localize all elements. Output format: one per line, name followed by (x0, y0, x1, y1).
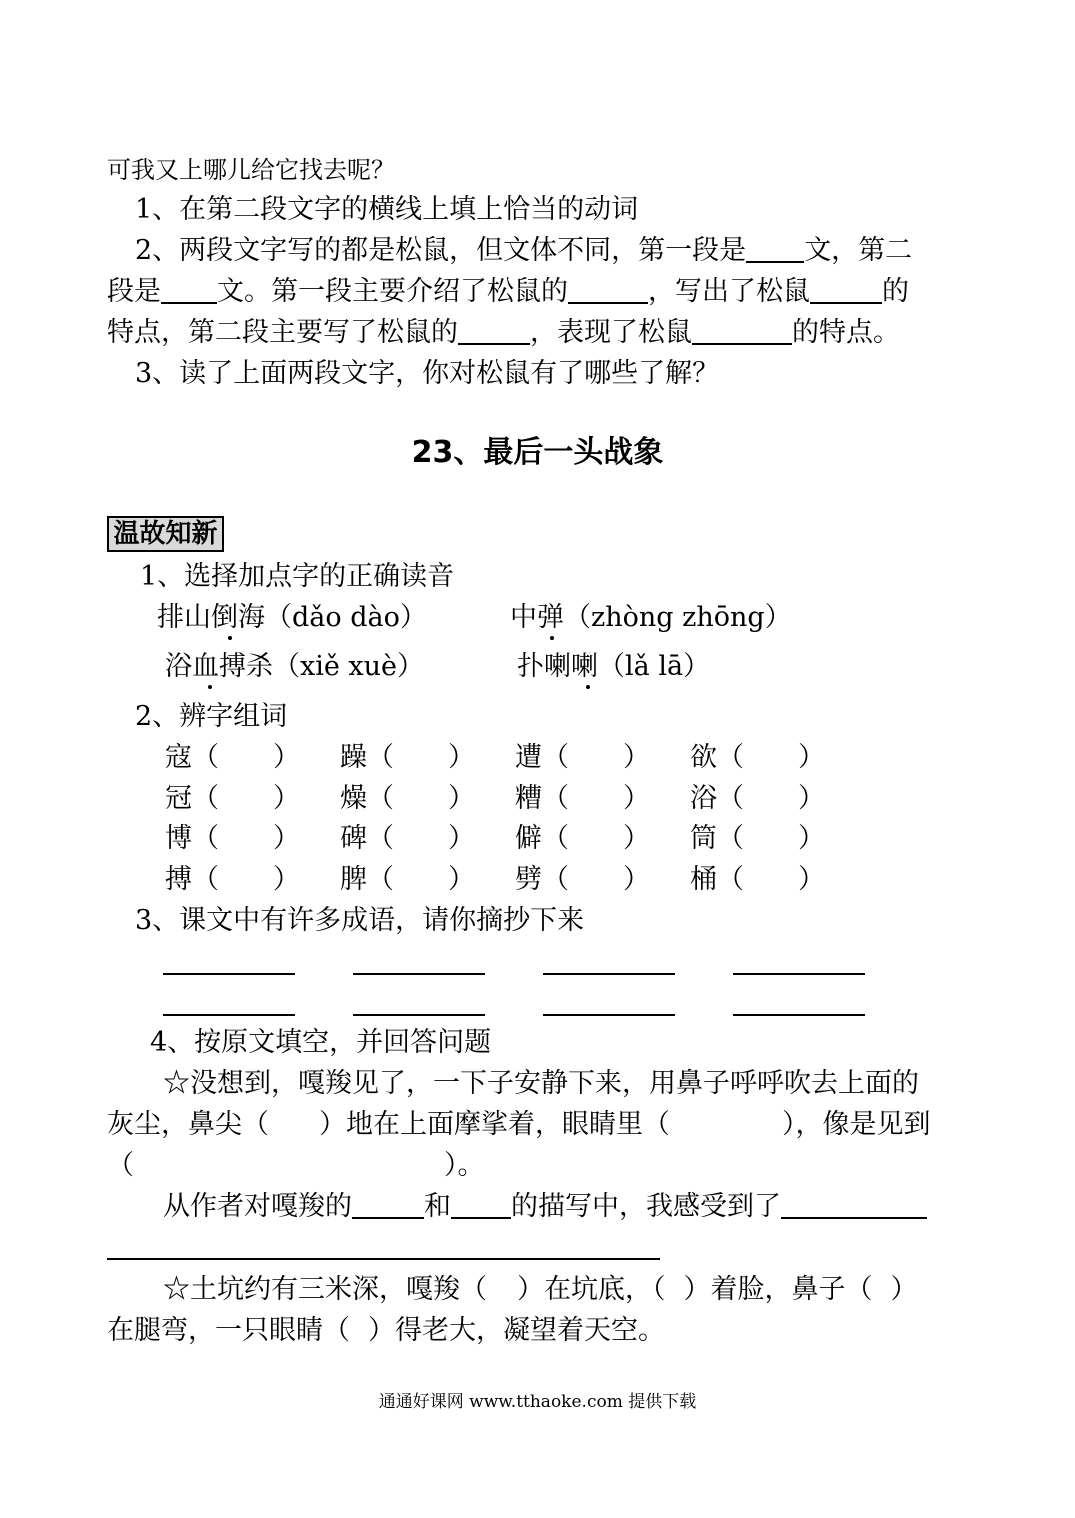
fill-segment: 和 (424, 1191, 451, 1222)
idioms-heading: 3、课文中有许多成语，请你摘抄下来 (135, 905, 585, 936)
fill-segment: 从作者对嘎羧的 (163, 1191, 352, 1222)
section-label: 温故知新 (107, 516, 224, 552)
idiom-blank[interactable] (353, 973, 485, 975)
idiom-blank[interactable] (733, 1014, 865, 1016)
answer-blank[interactable] (451, 1193, 511, 1219)
word-cell: 躁（ ） (340, 742, 475, 773)
lesson-title: 23、最后一头战象 (411, 435, 664, 470)
question-2-line1 (135, 237, 912, 264)
word-cell: 冠（ ） (165, 783, 300, 814)
footer: 通通好课网 www.tthaoke.com 提供下载 (378, 1392, 697, 1412)
answer-blank[interactable] (161, 278, 217, 304)
question-2-text: 文，第二 (804, 235, 913, 266)
word-cell: 燥（ ） (340, 783, 475, 814)
pron-item: 扑喇喇（lǎ lā） (517, 651, 711, 682)
idiom-blank[interactable] (543, 973, 675, 975)
word-cell: 糟（ ） (515, 783, 650, 814)
question-2-text: 文。第一段主要介绍了松鼠的 (217, 276, 568, 307)
question-2-text: 的特点。 (792, 317, 900, 348)
answer-blank[interactable] (352, 1193, 424, 1219)
answer-blank[interactable] (746, 237, 804, 263)
answer-blank[interactable] (692, 319, 792, 345)
question-2-text: 的 (882, 276, 909, 307)
fill-segment: ☆土坑约有三米深，嘎羧（ (163, 1274, 487, 1305)
word-cell: 脾（ ） (340, 864, 475, 895)
fill-segment: ）在坑底，（ (517, 1274, 666, 1305)
answer-line[interactable] (107, 1258, 660, 1260)
fill-segment: ）地在上面摩挲着，眼睛里（ (319, 1109, 670, 1140)
word-cell: 碑（ ） (340, 823, 475, 854)
question-2-text: 段是 (107, 276, 161, 307)
word-cell: 僻（ ） (515, 823, 650, 854)
word-cell: 搏（ ） (165, 864, 300, 895)
idiom-blank[interactable] (163, 973, 295, 975)
fill-text (107, 1317, 665, 1344)
idiom-blank[interactable] (543, 1014, 675, 1016)
fill-text (163, 1276, 918, 1303)
answer-blank[interactable] (568, 278, 648, 304)
question-2-line3 (107, 319, 900, 346)
word-cell: 博（ ） (165, 823, 300, 854)
answer-blank[interactable] (458, 319, 530, 345)
fill-heading: 4、按原文填空，并回答问题 (150, 1027, 492, 1058)
word-cell: 寇（ ） (165, 742, 300, 773)
answer-blank[interactable] (781, 1193, 927, 1219)
word-cell: 桶（ ） (690, 864, 825, 895)
idiom-blank[interactable] (353, 1014, 485, 1016)
text-line: 可我又上哪儿给它找去呢？ (107, 156, 395, 184)
fill-segment: 的描写中，我感受到了 (511, 1191, 781, 1222)
pron-item: 浴血搏杀（xiě xuè） (165, 651, 425, 682)
idiom-blank[interactable] (163, 1014, 295, 1016)
question-3: 3、读了上面两段文字，你对松鼠有了哪些了解？ (135, 358, 720, 389)
word-cell: 欲（ ） (690, 742, 825, 773)
pron-item: 中弹（zhòng zhōng） (510, 602, 792, 633)
pron-heading: 1、选择加点字的正确读音 (140, 561, 455, 592)
distinguish-heading: 2、辨字组词 (135, 701, 288, 732)
fill-segment: ）着脸，鼻子（ (683, 1274, 873, 1305)
emphasis-dot (550, 636, 554, 640)
fill-segment: （ (107, 1150, 134, 1181)
question-1: 1、在第二段文字的横线上填上恰当的动词 (135, 194, 639, 225)
fill-segment: 灰尘，鼻尖（ (107, 1109, 269, 1140)
fill-segment: ）得老大，凝望着天空。 (368, 1315, 665, 1346)
fill-segment: 在腿弯，一只眼睛（ (107, 1315, 350, 1346)
fill-text (107, 1111, 931, 1138)
pron-item: 排山倒海（dǎo dào） (157, 602, 427, 633)
fill-segment: ），像是见到 (782, 1109, 931, 1140)
fill-segment: ） (890, 1274, 918, 1305)
emphasis-dot (586, 685, 590, 689)
fill-segment: ）。 (444, 1150, 485, 1181)
fill-text: ☆没想到，嘎羧见了，一下子安静下来，用鼻子呼呼吹去上面的 (163, 1068, 919, 1099)
question-2-text: 2、两段文字写的都是松鼠，但文体不同，第一段是 (135, 235, 747, 266)
question-2-text: 特点，第二段主要写了松鼠的 (107, 317, 458, 348)
word-cell: 浴（ ） (690, 783, 825, 814)
emphasis-dot (208, 685, 212, 689)
word-cell: 遭（ ） (515, 742, 650, 773)
idiom-blank[interactable] (733, 973, 865, 975)
question-2-text: ，写出了松鼠 (648, 276, 810, 307)
word-cell: 筒（ ） (690, 823, 825, 854)
word-cell: 劈（ ） (515, 864, 650, 895)
answer-blank[interactable] (810, 278, 882, 304)
question-2-text: ，表现了松鼠 (530, 317, 692, 348)
fill-text (163, 1193, 927, 1220)
fill-text (107, 1152, 485, 1179)
emphasis-dot (228, 636, 232, 640)
question-2-line2 (107, 278, 909, 305)
